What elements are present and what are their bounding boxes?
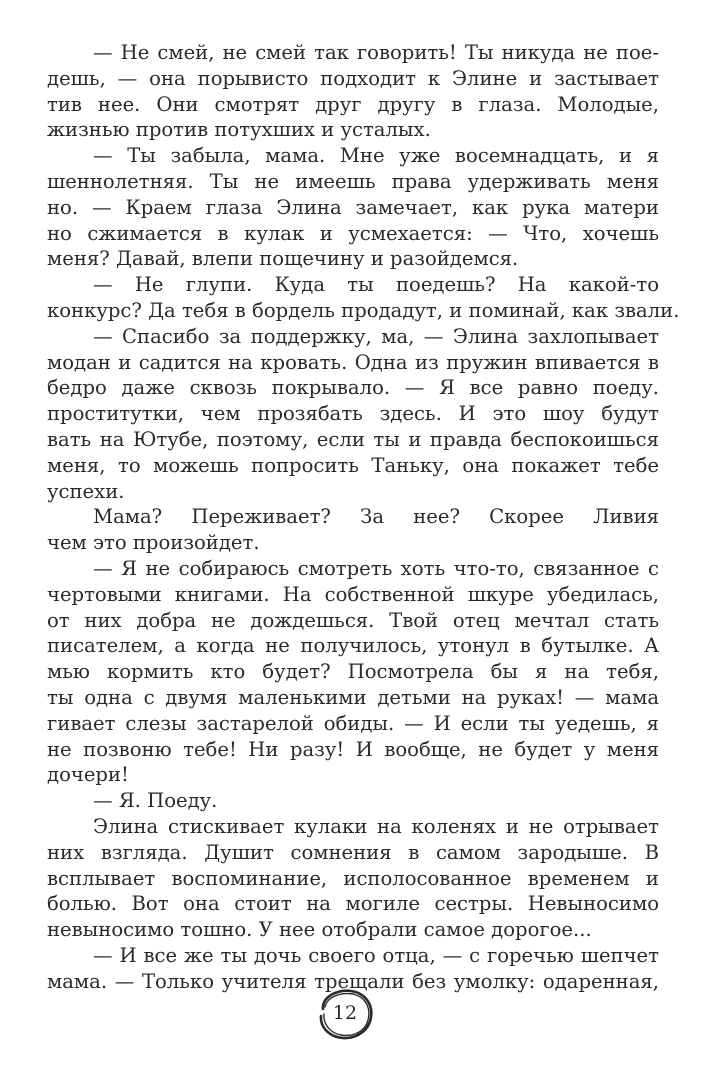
- text-line: но. — Краем глаза Элина замечает, как рука матери: [47, 195, 659, 219]
- text-line: бедро даже сквозь покрывало. — Я все равно поеду.: [47, 376, 659, 400]
- text-line: мама. — Только учителя трещали без умолку: одаренная,: [47, 969, 659, 993]
- text-line: — Я. Поеду.: [93, 789, 218, 813]
- text-line: чем это произойдет.: [47, 531, 260, 555]
- page-number-badge: [313, 985, 377, 1045]
- text-line: успехи.: [47, 479, 125, 503]
- text-line: всплывает воспоминание, исполосованное временем и: [47, 866, 659, 890]
- text-line: жизнью против потухших и усталых.: [47, 118, 431, 142]
- text-line: — И все же ты дочь своего отца, — с горечью шепчет: [93, 943, 659, 967]
- text-line: шеннолетняя. Ты не имеешь права удерживать меня: [47, 169, 659, 193]
- text-line: чертовыми книгами. На собственной шкуре убедилась,: [47, 582, 659, 606]
- text-line: Мама? Переживает? За нее? Скорее Ливия: [93, 505, 659, 529]
- page-number: 12: [332, 1002, 358, 1024]
- text-line: но сжимается в кулак и усмехается: — Что, хочешь: [47, 221, 659, 245]
- text-line: проститутки, чем прозябать здесь. И это шоу будут: [47, 402, 659, 426]
- text-line: тив нее. Они смотрят друг другу в глаза. Молодые,: [47, 92, 659, 116]
- text-line: — Ты забыла, мама. Мне уже восемнадцать, и я: [93, 144, 659, 168]
- text-line: от них добра не дождешься. Твой отец мечтал стать: [47, 608, 659, 632]
- text-line: вать на Ютубе, поэтому, если ты и правда беспокоишься: [47, 427, 659, 451]
- text-line: конкурс? Да тебя в бордель продадут, и поминай, как звали.: [47, 298, 680, 322]
- text-line: не позвоню тебе! Ни разу! И вообще, не будет у меня: [47, 737, 659, 761]
- text-line: гивает слезы застарелой обиды. — И если ты уедешь, я: [47, 711, 659, 735]
- text-line: — Я не собираюсь смотреть хоть что-то, связанное с: [93, 556, 659, 580]
- text-line: ты одна с двумя маленькими детьми на руках! — мама: [47, 685, 659, 709]
- text-line: меня, то можешь попросить Таньку, она покажет тебе: [47, 453, 659, 477]
- text-line: меня? Давай, влепи пощечину и разойдемся.: [47, 247, 519, 271]
- text-line: них взгляда. Душит сомнения в самом зародыше. В: [47, 840, 659, 864]
- text-line: — Не глупи. Куда ты поедешь? На какой-то: [93, 273, 659, 297]
- text-line: мью кормить кто будет? Посмотрела бы я на тебя,: [47, 660, 659, 684]
- text-line: Элина стискивает кулаки на коленях и не отрывает: [93, 814, 659, 838]
- text-line: дочери!: [47, 763, 129, 787]
- text-line: дешь, — она порывисто подходит к Элине и застывает: [47, 66, 659, 90]
- text-line: — Не смей, не смей так говорить! Ты никуда не пое-: [93, 41, 659, 64]
- text-line: модан и садится на кровать. Одна из пружин впивается в: [47, 350, 659, 374]
- text-line: писателем, а когда не получилось, утонул в бутылке. А: [47, 634, 659, 658]
- book-page-text: [47, 40, 680, 994]
- text-line: невыносимо тошно. У нее отобрали самое дорогое...: [47, 918, 592, 942]
- text-line: болью. Вот она стоит на могиле сестры. Невыносимо: [47, 892, 659, 916]
- text-line: — Спасибо за поддержку, ма, — Элина захлопывает: [93, 324, 659, 348]
